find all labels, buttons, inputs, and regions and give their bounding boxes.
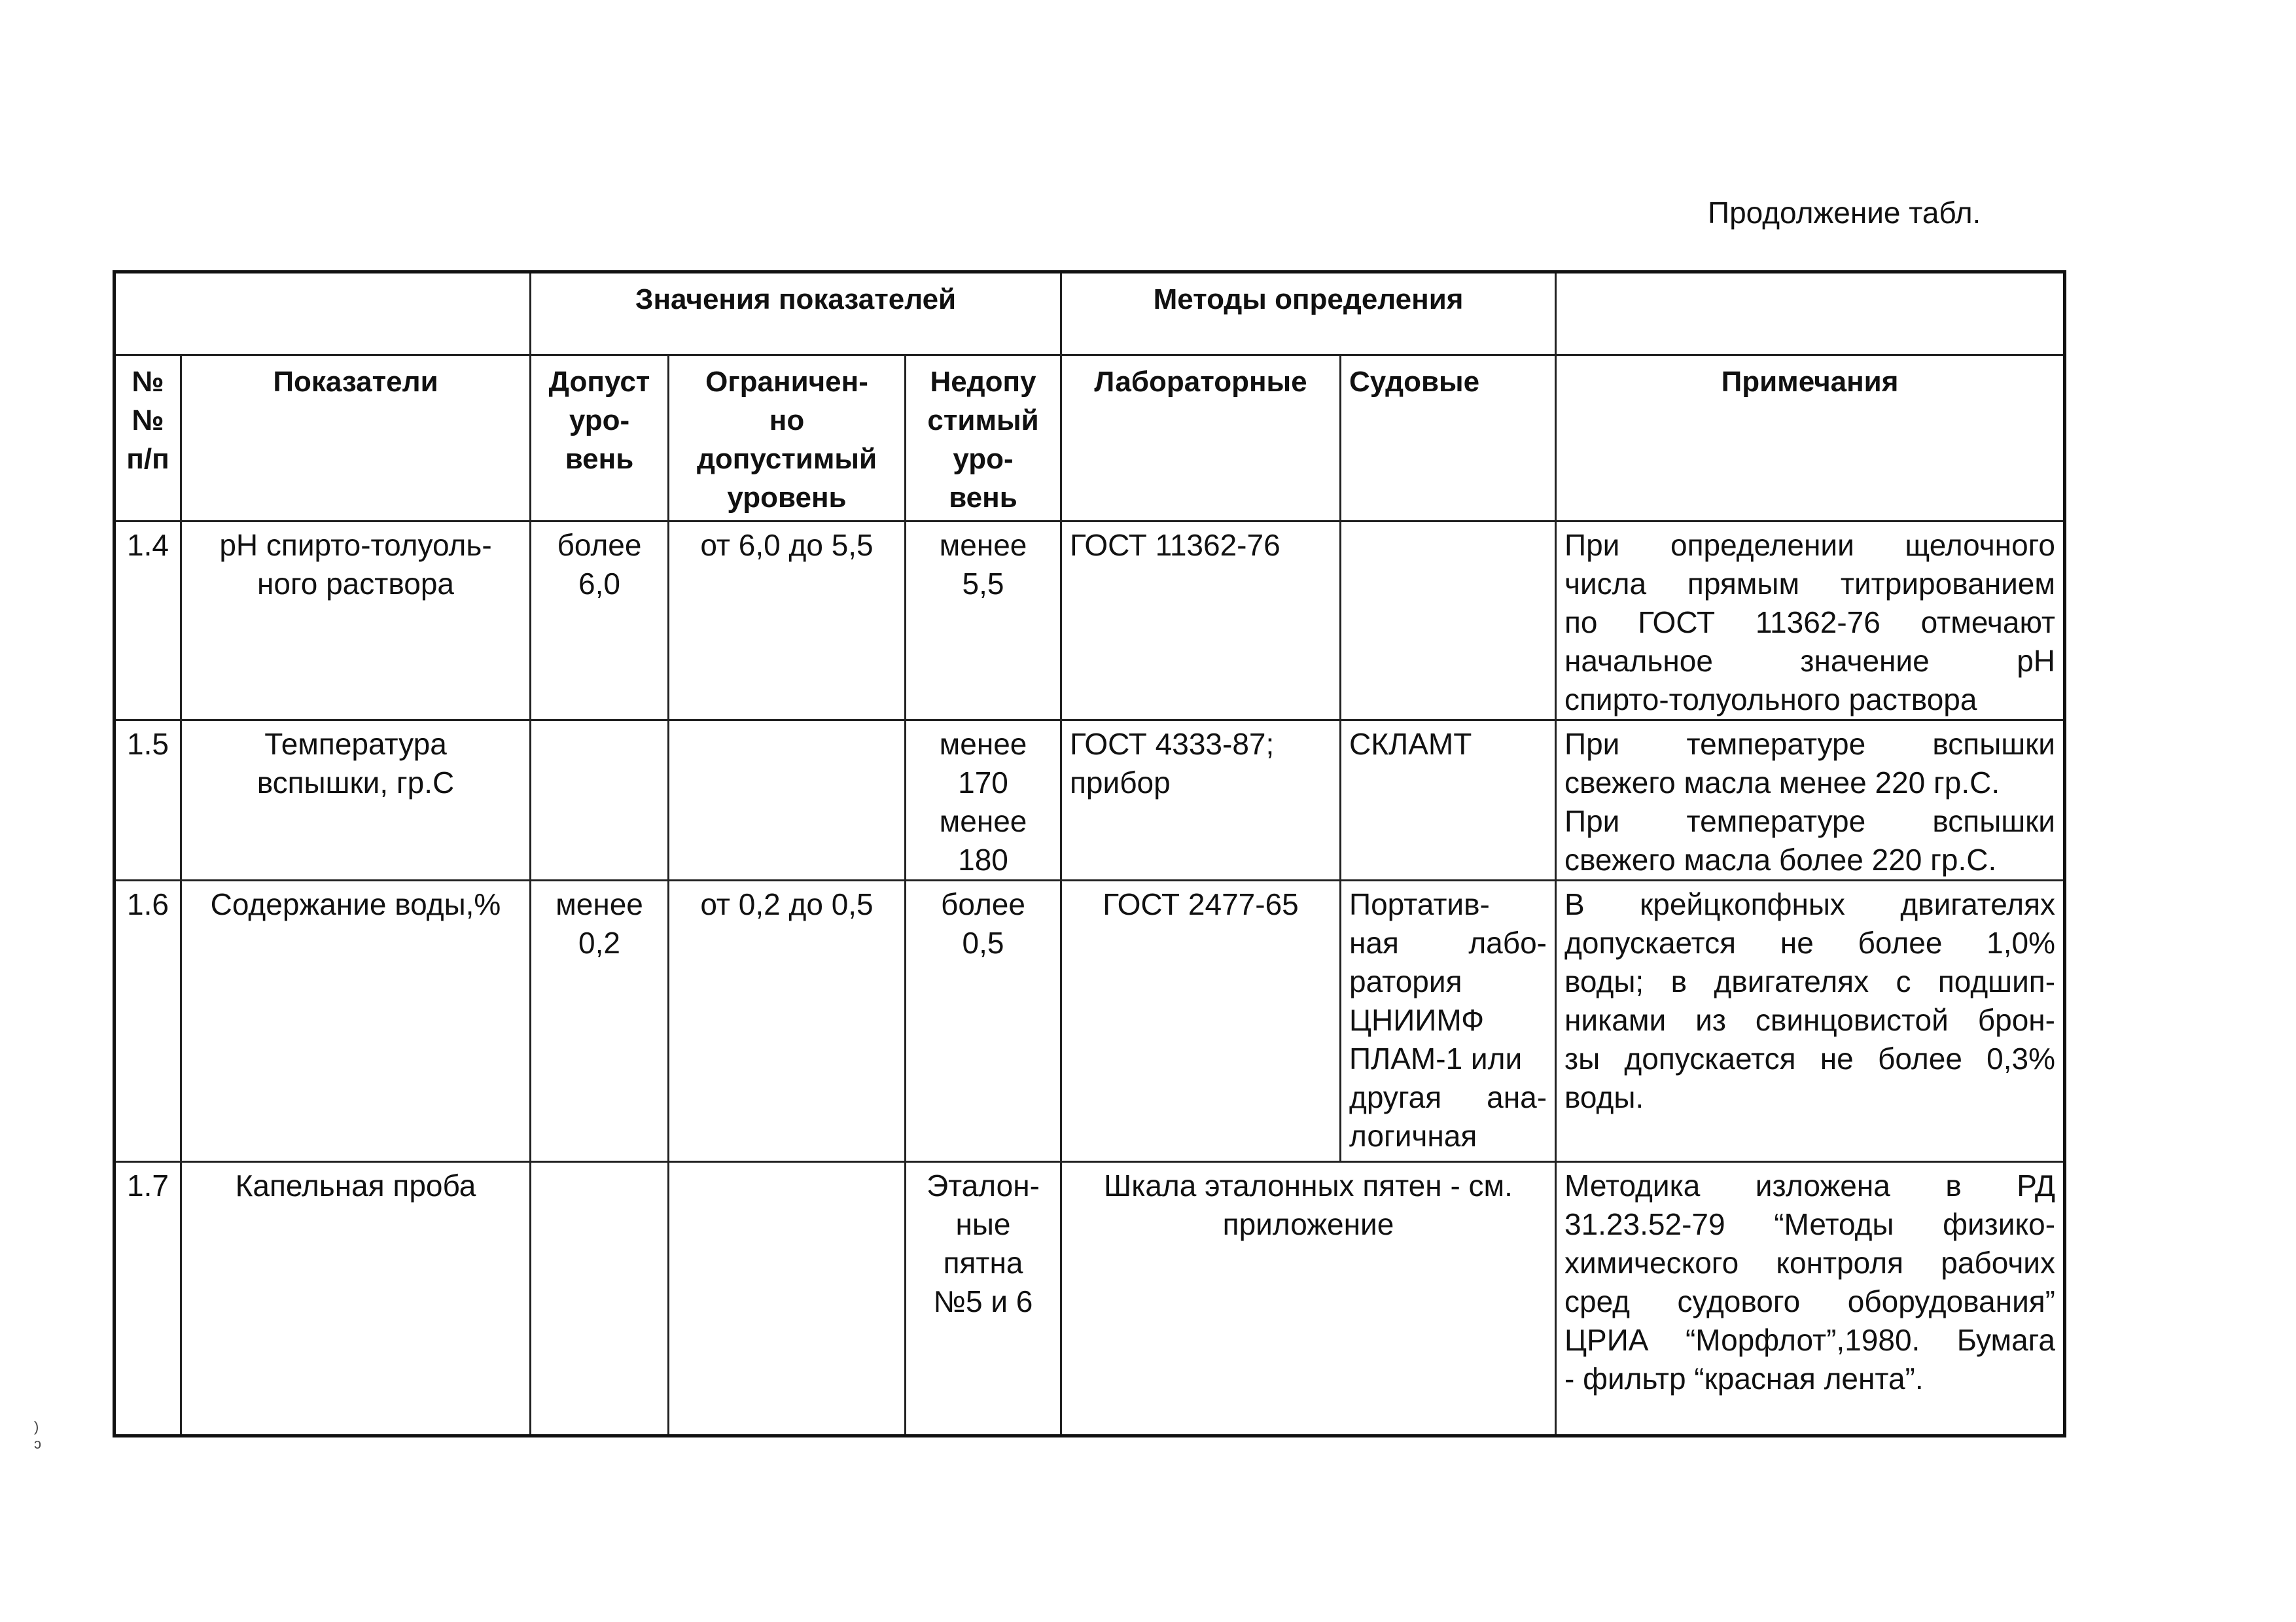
header-allowed-line: Допуст [548,366,650,398]
row-notes-line: При температуре вспышки [1564,804,2056,838]
row-ship-line: ная лабо- [1349,926,1547,960]
header-group-row [115,272,2065,355]
row-notes-line: - фильтр “красная лента”. [1564,1362,1924,1396]
header-limited-line: допустимый [697,443,877,475]
header-number [115,355,181,521]
header-number-line: № [132,366,164,398]
row-notes-line: начальное значение pH [1564,644,2056,678]
row-unacceptable-line: 180 [958,843,1008,877]
row-unacceptable-level [906,521,1061,720]
header-methods-group: Методы определения [1061,272,1556,355]
row-unacceptable-line: 170 [958,766,1008,800]
row-allowed-line: 6,0 [578,567,620,601]
header-limited-level [669,355,906,521]
row-notes-line: ЦРИА “Морфлот”,1980. Бумага [1564,1323,2056,1357]
row-notes-line: химического контроля рабочих [1564,1246,2056,1280]
row-unacceptable-level [906,720,1061,881]
row-ship-line: ратория [1349,964,1462,998]
row-notes [1556,1162,2065,1436]
row-notes-line: по ГОСТ 11362-76 отмечают [1564,605,2056,639]
row-allowed-level [531,521,669,720]
row-ship-method [1341,521,1556,720]
row-limited-level: от 6,0 до 5,5 [669,521,906,720]
row-indicator [181,720,531,881]
row-laboratory-line: ГОСТ 4333-87; [1070,727,1275,761]
row-ship-line: другая ана- [1349,1080,1547,1114]
header-allowed-line: уро- [569,404,630,436]
row-notes [1556,521,2065,720]
row-methods-merged [1061,1162,1556,1436]
row-unacceptable-line: ные [955,1207,1011,1241]
header-limited-line: Ограничен- [705,366,868,398]
row-notes-line: При температуре вспышки [1564,727,2056,761]
row-allowed-line: менее [556,887,643,921]
row-notes [1556,881,2065,1162]
header-notes-top [1556,272,2065,355]
row-number: 1.4 [115,521,181,720]
header-unacceptable-line: стимый [927,404,1039,436]
row-notes-line: 31.23.52-79 “Методы физико- [1564,1207,2056,1241]
header-allowed-line: вень [565,443,634,475]
row-unacceptable-line: пятна [943,1246,1023,1280]
row-notes-line: воды. [1564,1080,1644,1114]
row-ship-method: СКЛАМТ [1341,720,1556,881]
row-unacceptable-line: Эталон- [927,1169,1040,1203]
row-notes-line: числа прямым титрированием [1564,567,2056,601]
row-notes-line: воды; в двигателях с подшип- [1564,964,2056,998]
row-unacceptable-level [906,1162,1061,1436]
row-indicator: Содержание воды,% [181,881,531,1162]
row-indicator-line: pH спирто-толуоль- [219,528,492,562]
row-notes-line: допускается не более 1,0% [1564,926,2056,960]
row-laboratory-line: прибор [1070,766,1171,800]
row-allowed-level [531,1162,669,1436]
row-notes-line: спирто-толуольного раствора [1564,682,1977,716]
row-limited-level [669,720,906,881]
row-number: 1.6 [115,881,181,1162]
table-row [115,521,2065,720]
row-notes-line: никами из свинцовистой брон- [1564,1003,2056,1037]
margin-scan-mark: ) ɔ [34,1419,41,1452]
header-unacceptable-line: Недопу [930,366,1036,398]
row-notes [1556,720,2065,881]
row-unacceptable-line: 0,5 [962,926,1004,960]
row-unacceptable-line: менее [939,528,1027,562]
row-laboratory-method [1061,720,1341,881]
row-notes-line: свежего масла менее 220 гр.С. [1564,766,2000,800]
row-limited-level [669,1162,906,1436]
row-ship-line: ЦНИИМФ [1349,1003,1485,1037]
header-columns-row [115,355,2065,521]
row-unacceptable-line: 5,5 [962,567,1004,601]
header-unacceptable-line: уро- [953,443,1014,475]
row-allowed-level [531,881,669,1162]
row-unacceptable-line: менее [939,727,1027,761]
row-methods-line: Шкала эталонных пятен - см. [1104,1169,1513,1203]
header-limited-line: но [769,404,805,436]
header-unacceptable-line: вень [949,482,1017,514]
indicators-table [113,270,2066,1437]
header-number-line: № [132,404,164,436]
row-unacceptable-line: более [941,887,1025,921]
row-ship-line: логичная [1349,1119,1477,1153]
row-ship-line: ПЛАМ-1 или [1349,1042,1523,1076]
header-limited-line: уровень [727,482,847,514]
header-empty-cell [115,272,531,355]
row-notes-line: При определении щелочного [1564,528,2056,562]
table-continuation-caption: Продолжение табл. [1708,196,1981,230]
header-number-line: п/п [126,443,169,475]
header-values-group: Значения показателей [531,272,1061,355]
row-notes-line: зы допускается не более 0,3% [1564,1042,2056,1076]
header-ship-methods: Судовые [1341,355,1556,521]
row-unacceptable-level [906,881,1061,1162]
row-unacceptable-line: №5 и 6 [933,1284,1033,1318]
row-indicator-line: Температура [264,727,447,761]
row-allowed-line: более [557,528,642,562]
row-indicator-line: вспышки, гр.С [256,766,455,800]
row-indicator-line: ного раствора [256,567,455,601]
row-notes-line: Методика изложена в РД [1564,1169,2056,1203]
table-row [115,720,2065,881]
header-laboratory-methods: Лабораторные [1061,355,1341,521]
header-unacceptable-level [906,355,1061,521]
row-unacceptable-line: менее [939,804,1027,838]
row-ship-line: Портатив- [1349,887,1490,921]
row-laboratory-method: ГОСТ 11362-76 [1061,521,1341,720]
row-limited-level: от 0,2 до 0,5 [669,881,906,1162]
row-notes-line: свежего масла более 220 гр.С. [1564,843,1997,877]
table-row [115,881,2065,1162]
row-allowed-line: 0,2 [578,926,620,960]
row-number: 1.5 [115,720,181,881]
header-indicators: Показатели [181,355,531,521]
row-ship-method [1341,881,1556,1162]
row-indicator: Капельная проба [181,1162,531,1436]
row-number: 1.7 [115,1162,181,1436]
header-allowed-level [531,355,669,521]
row-notes-line: сред судового оборудования” [1564,1284,2056,1318]
row-indicator [181,521,531,720]
header-notes: Примечания [1556,355,2065,521]
row-methods-line: приложение [1222,1207,1394,1241]
table-row [115,1162,2065,1436]
row-notes-line: В крейцкопфных двигателях [1564,887,2056,921]
row-laboratory-method: ГОСТ 2477-65 [1061,881,1341,1162]
row-allowed-level [531,720,669,881]
